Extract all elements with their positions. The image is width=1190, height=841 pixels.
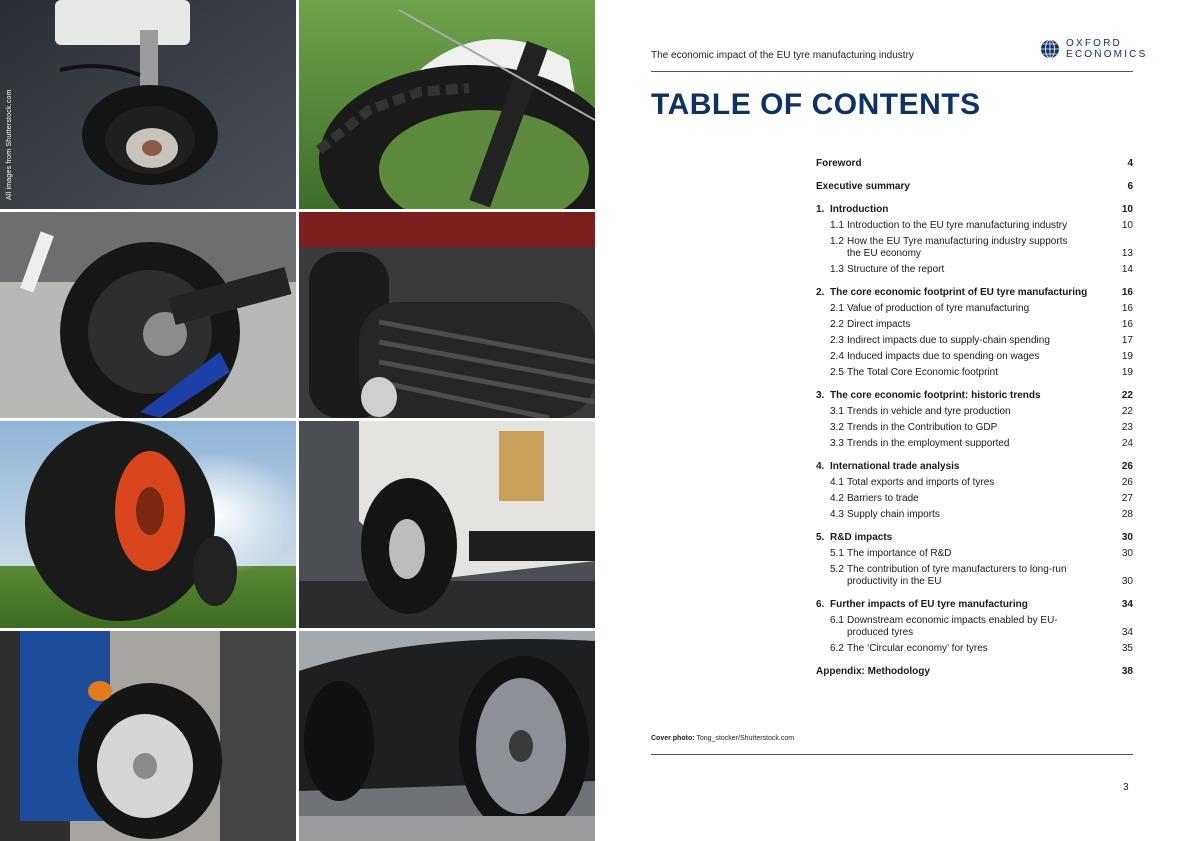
toc-section-number: 1.: [816, 204, 825, 215]
toc-entry-page: 22: [1121, 406, 1133, 417]
toc-section-label: Introduction: [830, 204, 889, 215]
footer-rule: [651, 754, 1133, 755]
toc-subsection[interactable]: [816, 220, 1133, 232]
toc-entry-page: 10: [1121, 220, 1133, 231]
toc-entry-page: 16: [1121, 303, 1133, 314]
toc-section-4[interactable]: [816, 460, 1133, 473]
toc-entry-executive-summary[interactable]: [816, 180, 1133, 193]
toc-entry-page: 24: [1121, 438, 1133, 449]
toc-sub-number: 3.3: [830, 438, 844, 449]
motorcycle-wheel-photo: [0, 212, 296, 418]
logo-line-economics: ECONOMICS: [1066, 49, 1148, 60]
toc-sub-number: 6.2: [830, 643, 844, 654]
toc-entry-page: 23: [1121, 422, 1133, 433]
toc-sub-number: 4.1: [830, 477, 844, 488]
toc-section-number: 3.: [816, 390, 825, 401]
tractor-tyre-photo: [0, 421, 296, 628]
toc-entry-page: 30: [1121, 548, 1133, 559]
toc-subsection[interactable]: [816, 477, 1133, 489]
toc-sub-number: 1.3: [830, 264, 844, 275]
toc-sub-label: How the EU Tyre manufacturing industry supports the EU economy: [847, 236, 1068, 259]
toc-sub-label: The Total Core Economic footprint: [847, 367, 999, 378]
toc-sub-number: 3.1: [830, 406, 844, 417]
aircraft-landing-gear-photo: [0, 0, 296, 209]
toc-entry-foreword[interactable]: [816, 157, 1133, 170]
toc-section-label: R&D impacts: [830, 532, 893, 543]
toc-entry-page: 19: [1121, 367, 1133, 378]
toc-subsection[interactable]: [816, 615, 1133, 639]
toc-section-label: Further impacts of EU tyre manufacturing: [830, 599, 1028, 610]
toc-section-label: The core economic footprint of EU tyre manufacturing: [830, 287, 1088, 298]
toc-entry-page: 16: [1121, 287, 1133, 298]
toc-entry-page: 22: [1121, 390, 1133, 401]
logo-line-oxford: OXFORD: [1066, 38, 1122, 49]
toc-sub-label: Indirect impacts due to supply-chain spending: [847, 335, 1050, 346]
toc-sub-number: 5.2: [830, 564, 844, 575]
toc-section-5[interactable]: [816, 531, 1133, 544]
page-number: 3: [1123, 782, 1129, 793]
oxford-economics-logo: [1040, 38, 1147, 60]
toc-sub-number: 6.1: [830, 615, 844, 626]
toc-entry-page: 14: [1121, 264, 1133, 275]
toc-section-number: 4.: [816, 461, 825, 472]
toc-entry-label: Foreword: [816, 158, 862, 169]
toc-section-number: 5.: [816, 532, 825, 543]
toc-section-number: 6.: [816, 599, 825, 610]
toc-entry-page: 30: [1121, 532, 1133, 543]
toc-entry-page: 27: [1121, 493, 1133, 504]
running-title: The economic impact of the EU tyre manufacturing industry: [651, 50, 914, 61]
toc-sub-number: 5.1: [830, 548, 844, 559]
toc-entry-page: 34: [1121, 627, 1133, 638]
toc-subsection[interactable]: [816, 335, 1133, 347]
image-credit: All images from Shutterstock.com: [6, 89, 13, 200]
toc-subsection[interactable]: [816, 236, 1133, 260]
cover-credit-label: Cover photo:: [651, 735, 695, 742]
page-title: TABLE OF CONTENTS: [651, 88, 981, 121]
toc-sub-number: 2.1: [830, 303, 844, 314]
cover-credit-value: Tong_stocker/Shutterstock.com: [696, 735, 795, 742]
toc-entry-page: 10: [1121, 204, 1133, 215]
globe-icon: [1040, 39, 1060, 59]
toc-sub-number: 4.2: [830, 493, 844, 504]
header-rule: [651, 71, 1133, 72]
toc-sub-number: 1.1: [830, 220, 844, 231]
toc-entry-page: 38: [1121, 666, 1133, 677]
toc-entry-page: 4: [1127, 158, 1133, 169]
toc-sub-number: 3.2: [830, 422, 844, 433]
toc-sub-label: Introduction to the EU tyre manufacturing industry: [847, 220, 1068, 231]
toc-entry-page: 26: [1121, 461, 1133, 472]
toc-entry-page: 19: [1121, 351, 1133, 362]
toc-sub-label: Value of production of tyre manufacturing: [847, 303, 1030, 314]
toc-sub-label: The importance of R&D: [847, 548, 952, 559]
toc-subsection[interactable]: [816, 406, 1133, 418]
toc-page: [595, 0, 1190, 841]
toc-entry-page: 34: [1121, 599, 1133, 610]
toc-subsection[interactable]: [816, 264, 1133, 276]
lorry-wheel-photo: [299, 421, 595, 628]
toc-sub-label: Trends in the employment supported: [847, 438, 1010, 449]
car-wheel-photo: [299, 631, 595, 841]
toc-subsection[interactable]: [816, 643, 1133, 655]
toc-sub-number: 2.2: [830, 319, 844, 330]
toc-sub-label: Downstream economic impacts enabled by EU-produced tyres: [847, 615, 1058, 638]
cover-photo-credit: [651, 735, 794, 742]
toc-entry-label: Executive summary: [816, 181, 910, 192]
toc-sub-number: 1.2: [830, 236, 844, 247]
toc-section-1[interactable]: [816, 203, 1133, 216]
toc-subsection[interactable]: [816, 509, 1133, 521]
toc-sub-label: Direct impacts: [847, 319, 911, 330]
toc-subsection[interactable]: [816, 303, 1133, 315]
toc-entry-page: 30: [1121, 576, 1133, 587]
toc-subsection[interactable]: [816, 319, 1133, 331]
toc-sub-label: Total exports and imports of tyres: [847, 477, 995, 488]
toc-entry-page: 28: [1121, 509, 1133, 520]
toc-subsection[interactable]: [816, 422, 1133, 434]
toc-sub-label: Structure of the report: [847, 264, 945, 275]
mechanic-tyre-photo: [0, 631, 296, 841]
toc-sub-label: Trends in vehicle and tyre production: [847, 406, 1011, 417]
toc-subsection[interactable]: [816, 438, 1133, 450]
toc-entry-appendix[interactable]: [816, 665, 1133, 678]
toc-entry-label: Appendix: Methodology: [816, 666, 930, 677]
toc-subsection[interactable]: [816, 367, 1133, 379]
toc-sub-label: The contribution of tyre manufacturers to long-run productivity in the EU: [847, 564, 1067, 587]
toc-sub-label: Barriers to trade: [847, 493, 919, 504]
toc-subsection[interactable]: [816, 548, 1133, 560]
toc-entry-page: 35: [1121, 643, 1133, 654]
toc-section-3[interactable]: [816, 389, 1133, 402]
truck-tyres-photo: [299, 212, 595, 418]
toc-sub-label: Trends in the Contribution to GDP: [847, 422, 998, 433]
toc-sub-label: The ‘Circular economy’ for tyres: [847, 643, 988, 654]
toc-entry-page: 16: [1121, 319, 1133, 330]
toc-sub-number: 2.4: [830, 351, 844, 362]
toc-entry-page: 26: [1121, 477, 1133, 488]
toc-section-2[interactable]: [816, 286, 1133, 299]
toc-sub-label: Supply chain imports: [847, 509, 940, 520]
toc-section-6[interactable]: [816, 598, 1133, 611]
toc-section-label: The core economic footprint: historic trends: [830, 390, 1041, 401]
toc-sub-number: 2.3: [830, 335, 844, 346]
toc-sub-label: Induced impacts due to spending on wages: [847, 351, 1040, 362]
toc-section-number: 2.: [816, 287, 825, 298]
toc-sub-number: 2.5: [830, 367, 844, 378]
bicycle-tyre-photo: [299, 0, 595, 209]
toc-subsection[interactable]: [816, 493, 1133, 505]
table-of-contents: [816, 157, 1133, 678]
toc-entry-page: 6: [1127, 181, 1133, 192]
toc-entry-page: 13: [1121, 248, 1133, 259]
toc-section-label: International trade analysis: [830, 461, 960, 472]
toc-sub-number: 4.3: [830, 509, 844, 520]
toc-subsection[interactable]: [816, 351, 1133, 363]
toc-entry-page: 17: [1121, 335, 1133, 346]
toc-subsection[interactable]: [816, 564, 1133, 588]
